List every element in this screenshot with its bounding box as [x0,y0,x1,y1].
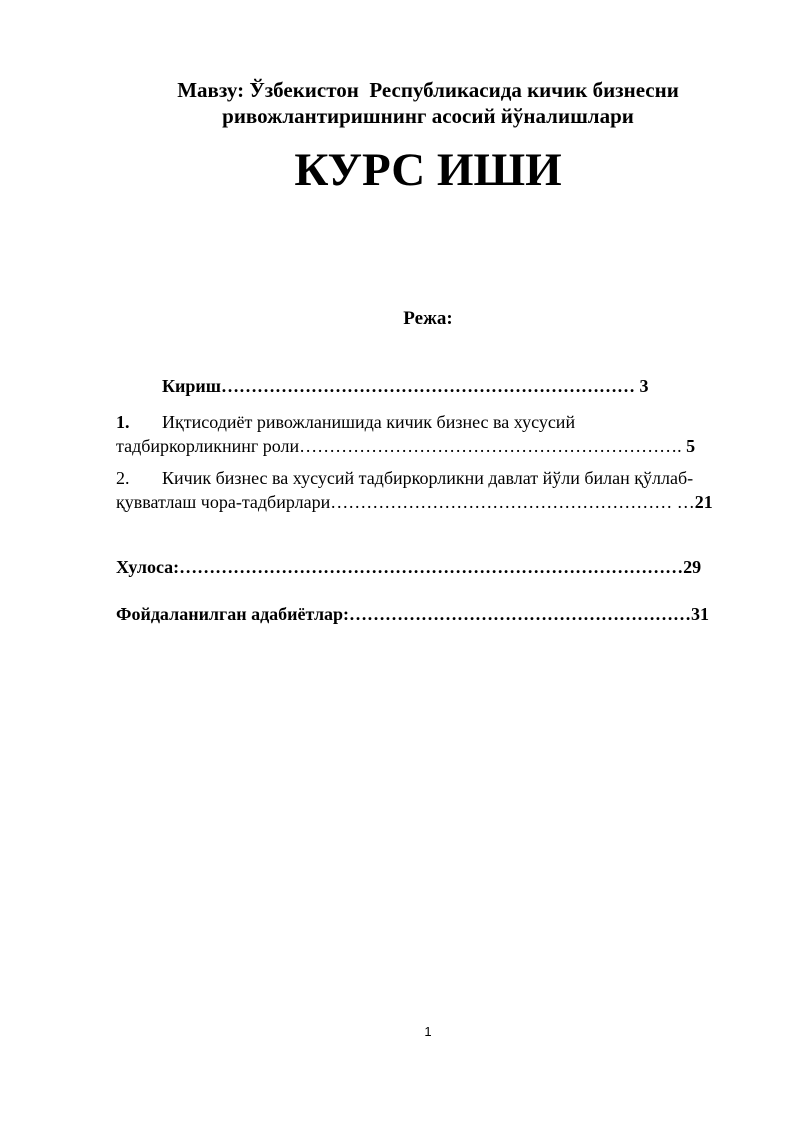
toc-item-intro [162,374,702,398]
toc-intro-page: 3 [639,376,649,396]
toc-conclusion-dots: ………………………………………………………………………… [179,557,684,577]
toc-item-1 [116,410,738,458]
topic-heading [0,77,800,129]
toc-conclusion-label: Хулоса: [116,557,180,577]
toc-references-label: Фойдаланилган адабиётлар: [116,604,350,624]
toc-item-1-dots: ………………………………………………………. [299,436,682,456]
toc-item-1-number: 1. [116,412,130,432]
toc-item-2-line-2: қувватлаш чора-тадбирлари [116,492,331,512]
toc-item-2 [116,466,738,514]
plan-heading: Режа: [403,308,453,329]
toc-item-2-dots: ………………………………………………… … [330,492,695,512]
toc-item-1-line-2: тадбиркорликнинг роли [116,436,300,456]
toc-item-1-line-1: Иқтисодиёт ривожланишида кичик бизнес ва хусусий [162,412,576,432]
toc-item-1-page: 5 [686,436,696,456]
toc-item-references [116,602,738,626]
toc-conclusion-page: 29 [683,557,702,577]
toc-item-2-page: 21 [694,492,713,512]
topic-line-2: ривожлантиришнинг асосий йўналишлари [222,104,634,128]
page-number: 1 [424,1024,432,1039]
toc-item-conclusion [116,555,738,579]
document-title: КУРС ИШИ [294,144,562,196]
toc-intro-dots: …………………………………………………………… [221,376,636,396]
topic-line-1: Мавзу: Ўзбекистон Республикасида кичик бизнесни [177,78,679,102]
toc-intro-label: Кириш [162,376,222,396]
toc-references-dots: ………………………………………………… [349,604,692,624]
toc-item-2-line-1: Кичик бизнес ва хусусий тадбиркорликни давлат йўли билан қўллаб- [162,468,694,488]
toc-item-2-number: 2. [116,468,130,488]
toc-references-page: 31 [691,604,710,624]
